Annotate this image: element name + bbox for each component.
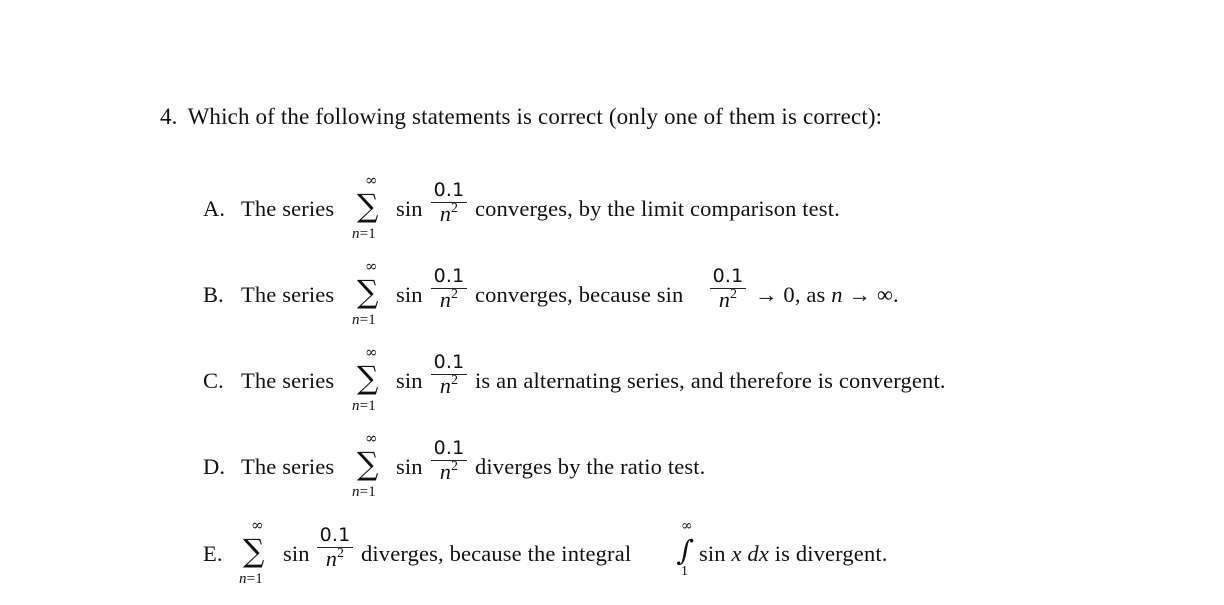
fraction — [431, 179, 467, 227]
fraction — [431, 351, 467, 399]
sum-lower-limit: n=1 — [239, 571, 263, 587]
question-4 — [160, 104, 882, 130]
sum-lower-limit: n=1 — [352, 312, 376, 328]
sum-upper-limit: ∞ — [365, 257, 378, 275]
option-letter: A. — [203, 196, 226, 221]
sin-label: sin — [283, 541, 310, 566]
option-c[interactable] — [203, 343, 1023, 432]
fraction — [710, 265, 746, 313]
fraction-numerator: 0.1 — [433, 179, 465, 201]
sum-upper-limit: ∞ — [251, 516, 264, 534]
sin-label: sin — [396, 282, 423, 307]
sum-upper-limit: ∞ — [365, 171, 378, 189]
sin-label: sin — [396, 368, 423, 393]
option-tail: is an alternating series, and therefore is convergent. — [475, 368, 946, 393]
integral-icon: ∫ — [675, 534, 696, 567]
integral-lower-limit: 1 — [681, 564, 689, 579]
fraction-numerator: 0.1 — [712, 265, 744, 287]
option-letter: E. — [203, 541, 223, 566]
sigma-icon: ∑ — [357, 446, 379, 483]
option-lead: The series — [241, 196, 335, 221]
option-letter: C. — [203, 368, 224, 393]
sum-lower-limit: n=1 — [352, 484, 376, 500]
option-d[interactable] — [203, 429, 1023, 518]
option-lead: The series — [241, 454, 335, 479]
question-number: 4. — [160, 104, 178, 129]
sum-lower-limit: n=1 — [352, 398, 376, 414]
limit-text: → 0, as n → ∞. — [755, 282, 899, 307]
option-tail: diverges, because the integral — [361, 541, 632, 566]
fraction-denominator: $n^2$ — [718, 287, 738, 313]
integral-body: sin x dx is divergent. — [699, 541, 888, 566]
sigma-icon: ∑ — [357, 274, 379, 311]
fraction-numerator: 0.1 — [433, 265, 465, 287]
fraction-denominator: $n^2$ — [439, 373, 459, 399]
option-lead: The series — [241, 368, 335, 393]
sin-label: sin — [396, 454, 423, 479]
option-letter: D. — [203, 454, 226, 479]
fraction-denominator: $n^2$ — [439, 459, 459, 485]
option-b[interactable] — [203, 257, 1023, 346]
question-text: Which of the following statements is correct (only one of them is correct): — [187, 104, 883, 129]
fraction-numerator: 0.1 — [319, 524, 351, 546]
fraction-numerator: 0.1 — [433, 351, 465, 373]
fraction-denominator: $n^2$ — [439, 287, 459, 313]
sin-label: sin — [396, 196, 423, 221]
sum-upper-limit: ∞ — [365, 343, 378, 361]
fraction-denominator: $n^2$ — [325, 546, 345, 572]
option-a[interactable] — [203, 171, 1023, 260]
option-letter: B. — [203, 282, 224, 307]
integral-upper-limit: ∞ — [681, 518, 693, 534]
option-e[interactable] — [203, 516, 1023, 605]
sum-upper-limit: ∞ — [365, 429, 378, 447]
option-tail: converges, by the limit comparison test. — [475, 196, 840, 221]
fraction-numerator: 0.1 — [433, 437, 465, 459]
sum-lower-limit: n=1 — [352, 226, 376, 242]
fraction-denominator: $n^2$ — [439, 201, 459, 227]
fraction — [431, 265, 467, 313]
option-lead: The series — [241, 282, 335, 307]
option-tail: diverges by the ratio test. — [475, 454, 706, 479]
fraction — [431, 437, 467, 485]
sigma-icon: ∑ — [243, 533, 265, 570]
option-tail: converges, because sin — [475, 282, 684, 307]
sigma-icon: ∑ — [357, 360, 379, 397]
fraction — [317, 524, 353, 572]
sigma-icon: ∑ — [357, 188, 379, 225]
